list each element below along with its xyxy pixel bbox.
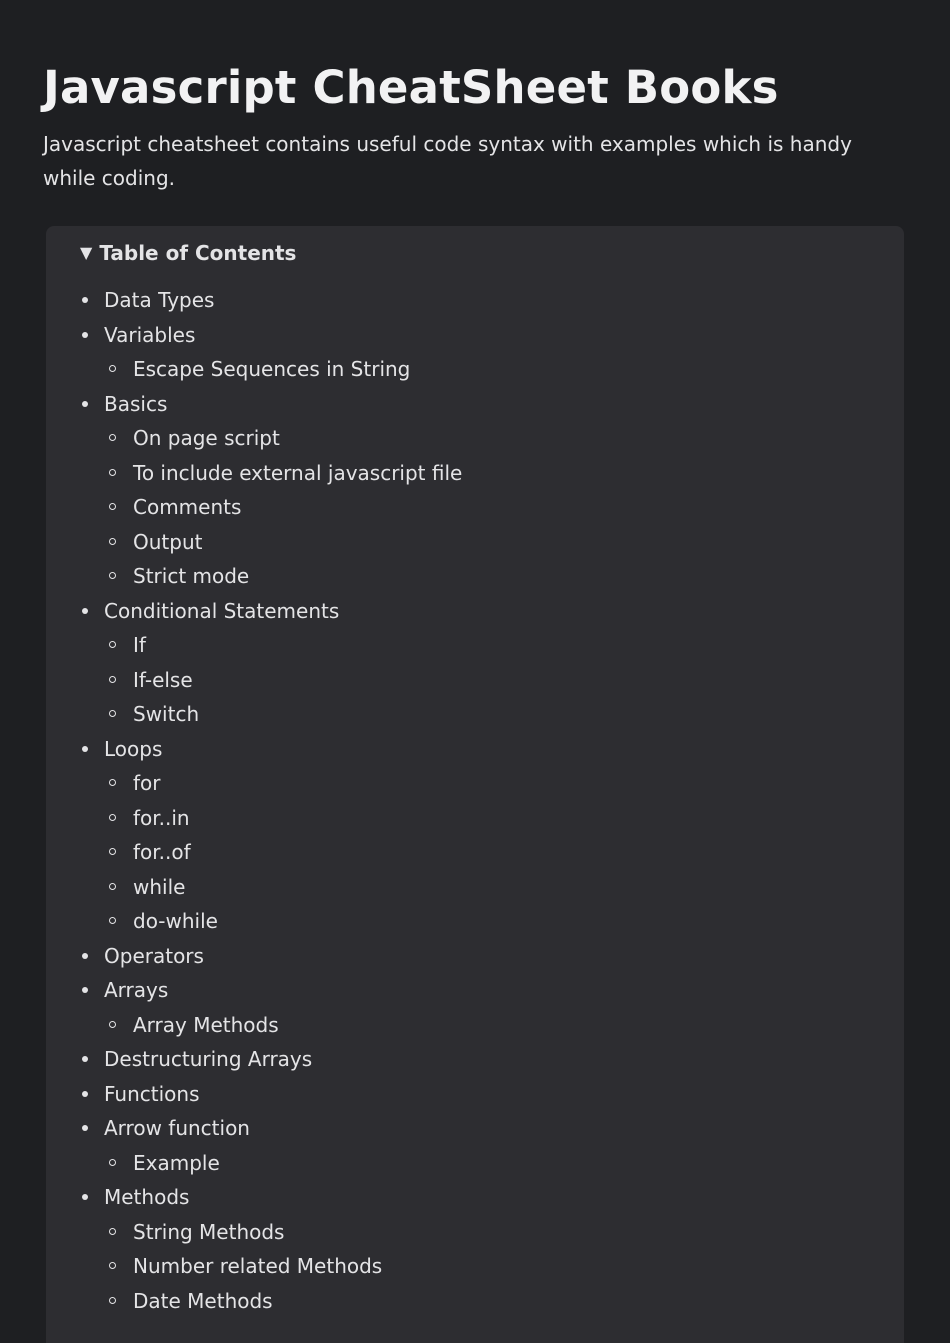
list-item (46, 318, 904, 353)
list-item (46, 697, 904, 732)
toc-link[interactable]: Switch (133, 702, 200, 726)
bullet-circle-icon (109, 469, 116, 476)
toc-link[interactable]: Basics (104, 391, 168, 416)
list-item (46, 594, 904, 629)
bullet-disc-icon (82, 297, 88, 303)
list-item (46, 835, 904, 870)
list-item (46, 1008, 904, 1043)
list-item (46, 1042, 904, 1077)
toc-link[interactable]: Comments (133, 495, 242, 519)
bullet-circle-icon (109, 1159, 116, 1166)
list-item (46, 1111, 904, 1146)
toc-link[interactable]: If (133, 633, 146, 657)
toc-link[interactable]: On page script (133, 426, 280, 450)
list-item (46, 1077, 904, 1112)
toc-list (46, 283, 904, 1318)
bullet-disc-icon (82, 401, 88, 407)
bullet-circle-icon (109, 814, 116, 821)
bullet-circle-icon (109, 538, 116, 545)
bullet-circle-icon (109, 641, 116, 648)
toc-link[interactable]: while (133, 874, 186, 899)
toc-link[interactable]: Arrow function (104, 1116, 250, 1140)
list-item (46, 766, 904, 801)
toc-link[interactable]: Strict mode (133, 564, 250, 588)
list-item (46, 490, 904, 525)
toc-link[interactable]: Output (133, 529, 203, 554)
list-item (46, 939, 904, 974)
list-item (46, 387, 904, 422)
page-description: Javascript cheatsheet contains useful code syntax with examples which is handy while coding. (43, 132, 852, 190)
list-item (46, 352, 904, 387)
toc-link[interactable]: Loops (104, 736, 163, 761)
bullet-circle-icon (109, 365, 116, 372)
list-item (46, 1146, 904, 1181)
toc-link[interactable]: String Methods (133, 1219, 285, 1244)
bullet-circle-icon (109, 779, 116, 786)
bullet-circle-icon (109, 848, 116, 855)
bullet-disc-icon (82, 746, 88, 752)
bullet-circle-icon (109, 434, 116, 441)
toc-link[interactable]: Data Types (104, 288, 215, 312)
page-title: Javascript CheatSheet Books (43, 61, 779, 114)
list-item (46, 559, 904, 594)
bullet-disc-icon (82, 1091, 88, 1097)
bullet-disc-icon (82, 987, 88, 993)
bullet-circle-icon (109, 883, 116, 890)
toc-link[interactable]: Methods (104, 1185, 190, 1209)
bullet-circle-icon (109, 1021, 116, 1028)
toc-link[interactable]: Functions (104, 1081, 200, 1106)
table-of-contents (46, 226, 904, 1343)
toc-link[interactable]: Conditional Statements (104, 598, 340, 623)
toc-link[interactable]: Escape Sequences in String (133, 357, 411, 381)
list-item (46, 1215, 904, 1250)
bullet-disc-icon (82, 1056, 88, 1062)
bullet-disc-icon (82, 1194, 88, 1200)
list-item (46, 732, 904, 767)
toc-link[interactable]: To include external javascript file (133, 460, 463, 485)
toc-link[interactable]: do-while (133, 909, 218, 933)
toc-link[interactable]: for..in (133, 805, 190, 830)
bullet-circle-icon (109, 1297, 116, 1304)
list-item (46, 525, 904, 560)
list-item (46, 904, 904, 939)
bullet-disc-icon (82, 1125, 88, 1131)
toc-link[interactable]: If-else (133, 667, 193, 692)
bullet-circle-icon (109, 917, 116, 924)
bullet-disc-icon (82, 608, 88, 614)
list-item (46, 456, 904, 491)
toc-link[interactable]: Date Methods (133, 1288, 273, 1313)
list-item (46, 421, 904, 456)
toc-link[interactable]: Operators (104, 943, 204, 968)
triangle-down-icon: ▼ (80, 243, 93, 262)
bullet-circle-icon (109, 572, 116, 579)
bullet-disc-icon (82, 953, 88, 959)
list-item (46, 1284, 904, 1319)
toc-link[interactable]: for (133, 771, 161, 795)
list-item (46, 801, 904, 836)
toc-link[interactable]: Number related Methods (133, 1254, 383, 1278)
list-item (46, 1180, 904, 1215)
bullet-circle-icon (109, 1228, 116, 1235)
bullet-circle-icon (109, 710, 116, 717)
list-item (46, 283, 904, 318)
toc-link[interactable]: Variables (104, 322, 196, 347)
bullet-circle-icon (109, 1262, 116, 1269)
toc-link[interactable]: Array Methods (133, 1012, 279, 1037)
list-item (46, 973, 904, 1008)
bullet-disc-icon (82, 332, 88, 338)
toc-link[interactable]: for..of (133, 840, 191, 864)
toc-link[interactable]: Arrays (104, 978, 169, 1002)
list-item (46, 1249, 904, 1284)
bullet-circle-icon (109, 503, 116, 510)
list-item (46, 870, 904, 905)
bullet-circle-icon (109, 676, 116, 683)
toc-summary-toggle[interactable] (80, 238, 296, 270)
toc-link[interactable]: Destructuring Arrays (104, 1047, 313, 1071)
toc-summary-label: Table of Contents (99, 241, 297, 265)
list-item (46, 628, 904, 663)
toc-link[interactable]: Example (133, 1150, 220, 1175)
list-item (46, 663, 904, 698)
